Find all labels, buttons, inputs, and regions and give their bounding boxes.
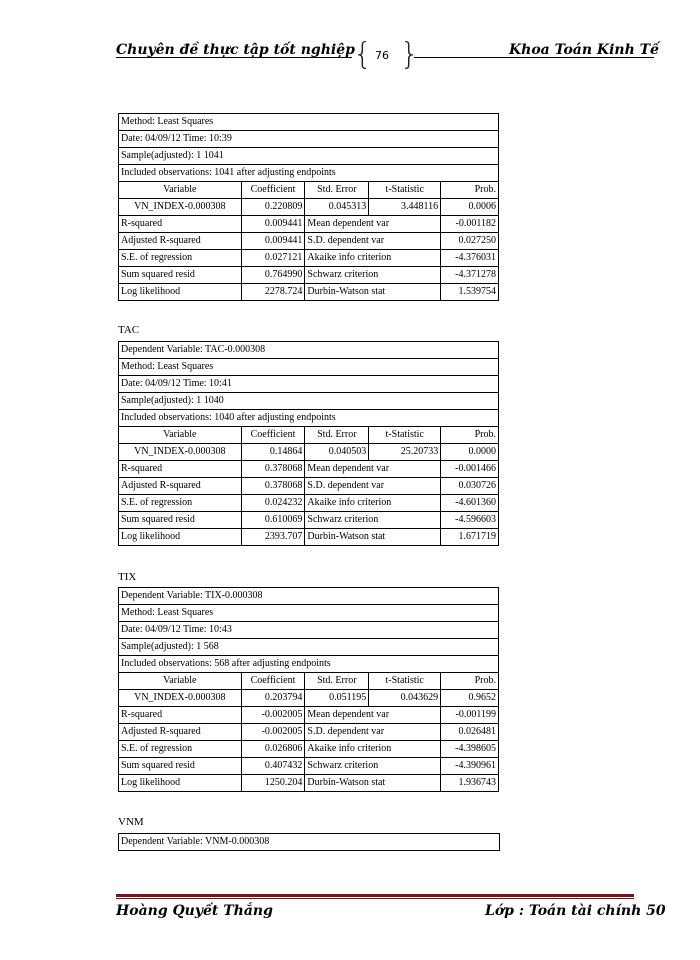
stat-value: 1250.204 (241, 775, 305, 792)
regression-table-1 (118, 113, 499, 301)
t-stat-value: 25.20733 (369, 444, 441, 461)
stat-label: Mean dependent var (305, 461, 441, 478)
col-variable: Variable (119, 673, 242, 690)
col-std-error: Std. Error (305, 182, 369, 199)
stat-value: -0.001466 (441, 461, 499, 478)
column-header-row (119, 182, 499, 199)
stat-label: S.E. of regression (119, 741, 242, 758)
stat-value: -4.390961 (441, 758, 499, 775)
header-title-left: Chuyên đề thực tập tốt nghiệp (116, 42, 355, 58)
stat-label: S.D. dependent var (305, 478, 441, 495)
stat-row (119, 512, 499, 529)
col-t-statistic: t-Statistic (369, 427, 441, 444)
stat-row (119, 495, 499, 512)
sample-row: Sample(adjusted): 1 1040 (119, 393, 499, 410)
footer-class: Lớp : Toán tài chính 50 (485, 903, 666, 919)
stat-label: S.E. of regression (119, 495, 242, 512)
prob-value: 0.0000 (441, 444, 499, 461)
included-row: Included observations: 1040 after adjusting endpoints (119, 410, 499, 427)
stat-row (119, 478, 499, 495)
col-prob: Prob. (441, 673, 499, 690)
stat-value: 0.027250 (441, 233, 499, 250)
coefficient-value: 0.220809 (241, 199, 305, 216)
regression-table-vnm (118, 833, 500, 851)
stat-label: Durbin-Watson stat (305, 529, 441, 546)
stat-value: 1.936743 (441, 775, 499, 792)
stat-label: Schwarz criterion (305, 512, 441, 529)
left-brace-ornament: { (353, 37, 373, 72)
stat-row (119, 284, 499, 301)
method-row: Method: Least Squares (119, 359, 499, 376)
t-stat-value: 0.043629 (369, 690, 441, 707)
stat-row (119, 461, 499, 478)
date-row: Date: 04/09/12 Time: 10:41 (119, 376, 499, 393)
stat-value: 0.009441 (241, 233, 305, 250)
coefficient-row (119, 199, 499, 216)
sample-row: Sample(adjusted): 1 1041 (119, 148, 499, 165)
stat-row (119, 707, 499, 724)
stat-value: -4.376031 (441, 250, 499, 267)
col-coefficient: Coefficient (241, 182, 305, 199)
stat-row (119, 758, 499, 775)
stat-label: Durbin-Watson stat (305, 775, 441, 792)
stat-value: 0.027121 (241, 250, 305, 267)
stat-row (119, 775, 499, 792)
stat-value: 2393.707 (241, 529, 305, 546)
stat-value: -0.002005 (241, 707, 305, 724)
stat-row (119, 529, 499, 546)
stat-value: 1.671719 (441, 529, 499, 546)
footer-rule-thin (116, 898, 634, 899)
col-variable: Variable (119, 182, 242, 199)
col-t-statistic: t-Statistic (369, 182, 441, 199)
stat-value: -0.002005 (241, 724, 305, 741)
stat-value: 0.024232 (241, 495, 305, 512)
dependent-row: Dependent Variable: VNM-0.000308 (119, 834, 500, 851)
stat-label: Sum squared resid (119, 512, 242, 529)
col-coefficient: Coefficient (241, 427, 305, 444)
col-variable: Variable (119, 427, 242, 444)
stat-label: Sum squared resid (119, 267, 242, 284)
stat-label: Durbin-Watson stat (305, 284, 441, 301)
stat-label: Log likelihood (119, 529, 242, 546)
method-row: Method: Least Squares (119, 114, 499, 131)
section-label-tix: TIX (118, 571, 137, 583)
stat-value: -4.601360 (441, 495, 499, 512)
stat-label: S.E. of regression (119, 250, 242, 267)
col-t-statistic: t-Statistic (369, 673, 441, 690)
stat-row (119, 250, 499, 267)
stat-label: Adjusted R-squared (119, 478, 242, 495)
stat-value: -4.596603 (441, 512, 499, 529)
right-brace-ornament: } (400, 37, 420, 72)
date-row: Date: 04/09/12 Time: 10:43 (119, 622, 499, 639)
regression-table-tac (118, 341, 499, 546)
header-rule-left (116, 57, 352, 58)
prob-value: 0.9652 (441, 690, 499, 707)
stat-label: R-squared (119, 707, 242, 724)
variable-name: VN_INDEX-0.000308 (119, 444, 242, 461)
stat-label: S.D. dependent var (305, 233, 441, 250)
stat-value: 0.009441 (241, 216, 305, 233)
dependent-row: Dependent Variable: TAC-0.000308 (119, 342, 499, 359)
coefficient-value: 0.203794 (241, 690, 305, 707)
stat-value: 0.026481 (441, 724, 499, 741)
method-row: Method: Least Squares (119, 605, 499, 622)
stat-label: Akaike info criterion (305, 741, 441, 758)
coefficient-value: 0.14864 (241, 444, 305, 461)
stat-label: Akaike info criterion (305, 495, 441, 512)
stat-label: Sum squared resid (119, 758, 242, 775)
std-error-value: 0.045313 (305, 199, 369, 216)
stat-value: -4.371278 (441, 267, 499, 284)
dependent-row: Dependent Variable: TIX-0.000308 (119, 588, 499, 605)
col-coefficient: Coefficient (241, 673, 305, 690)
stat-label: Log likelihood (119, 775, 242, 792)
stat-row (119, 724, 499, 741)
included-row: Included observations: 568 after adjusting endpoints (119, 656, 499, 673)
stat-value: 0.610069 (241, 512, 305, 529)
column-header-row (119, 427, 499, 444)
stat-row (119, 216, 499, 233)
stat-label: Akaike info criterion (305, 250, 441, 267)
page-number: 76 (375, 49, 389, 62)
included-row: Included observations: 1041 after adjusting endpoints (119, 165, 499, 182)
stat-row (119, 741, 499, 758)
stat-row (119, 233, 499, 250)
stat-label: R-squared (119, 461, 242, 478)
std-error-value: 0.040503 (305, 444, 369, 461)
date-row: Date: 04/09/12 Time: 10:39 (119, 131, 499, 148)
stat-label: Adjusted R-squared (119, 724, 242, 741)
sample-row: Sample(adjusted): 1 568 (119, 639, 499, 656)
header-title-right: Khoa Toán Kinh Tế (509, 42, 659, 58)
stat-value: 0.378068 (241, 478, 305, 495)
variable-name: VN_INDEX-0.000308 (119, 690, 242, 707)
stat-value: 0.764990 (241, 267, 305, 284)
column-header-row (119, 673, 499, 690)
stat-value: 0.026806 (241, 741, 305, 758)
section-label-tac: TAC (118, 324, 140, 336)
footer-rule-thick (116, 894, 634, 897)
footer-author: Hoàng Quyết Thắng (116, 903, 273, 919)
stat-label: Mean dependent var (305, 707, 441, 724)
stat-label: Schwarz criterion (305, 267, 441, 284)
section-label-vnm: VNM (118, 816, 144, 828)
stat-label: Log likelihood (119, 284, 242, 301)
stat-value: -0.001182 (441, 216, 499, 233)
coefficient-row (119, 690, 499, 707)
col-prob: Prob. (441, 182, 499, 199)
stat-value: 0.030726 (441, 478, 499, 495)
col-prob: Prob. (441, 427, 499, 444)
stat-value: 2278.724 (241, 284, 305, 301)
coefficient-row (119, 444, 499, 461)
stat-value: 0.407432 (241, 758, 305, 775)
stat-label: R-squared (119, 216, 242, 233)
stat-value: 1.539754 (441, 284, 499, 301)
stat-label: Schwarz criterion (305, 758, 441, 775)
stat-label: S.D. dependent var (305, 724, 441, 741)
stat-value: -4.398605 (441, 741, 499, 758)
stat-value: 0.378068 (241, 461, 305, 478)
regression-table-tix (118, 587, 499, 792)
prob-value: 0.0006 (441, 199, 499, 216)
stat-row (119, 267, 499, 284)
std-error-value: 0.051195 (305, 690, 369, 707)
stat-value: -0.001199 (441, 707, 499, 724)
stat-label: Mean dependent var (305, 216, 441, 233)
col-std-error: Std. Error (305, 673, 369, 690)
t-stat-value: 3.448116 (369, 199, 441, 216)
stat-label: Adjusted R-squared (119, 233, 242, 250)
variable-name: VN_INDEX-0.000308 (119, 199, 242, 216)
col-std-error: Std. Error (305, 427, 369, 444)
